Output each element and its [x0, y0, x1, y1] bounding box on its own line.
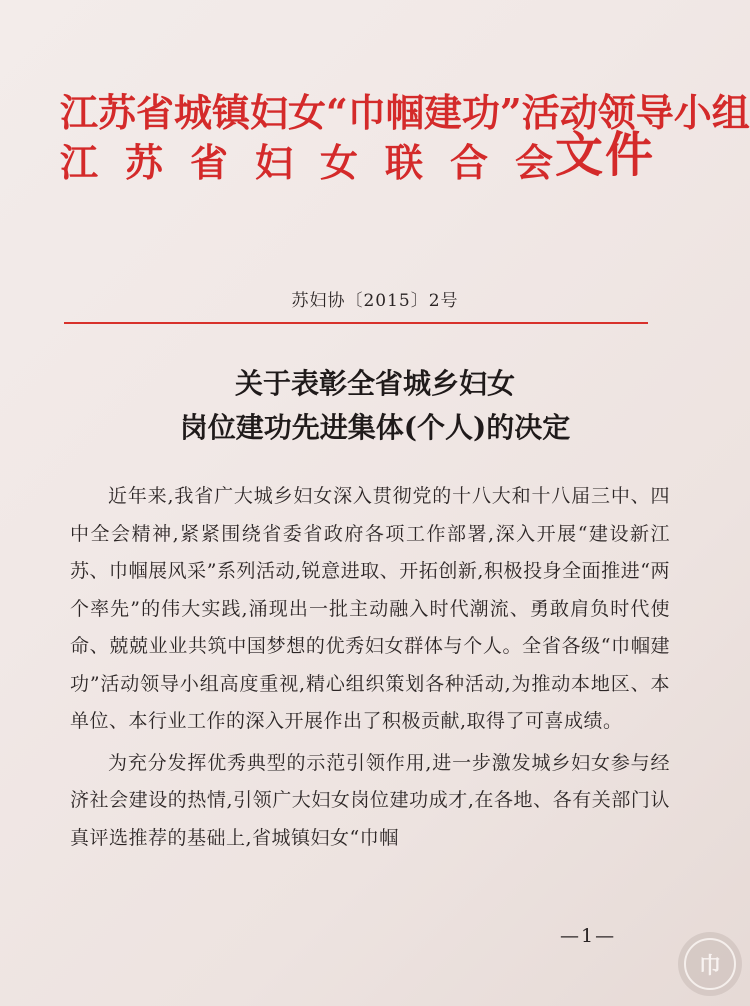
body-paragraph-2: 为充分发挥优秀典型的示范引领作用,进一步激发城乡妇女参与经济社会建设的热情,引领广大妇女岗位建功成才,在各地、各有关部门认真评选推荐的基础上,省城镇妇女“巾帼: [70, 751, 670, 849]
document-title: [0, 362, 750, 450]
issuer-line-1: 江苏省城镇妇女“巾帼建功”活动领导小组: [60, 90, 750, 135]
issuer-line-2: 江苏省妇女联合会: [60, 140, 581, 185]
document-body: [70, 478, 670, 861]
watermark-glyph: 巾: [684, 938, 736, 990]
doc-number: 苏妇协〔2015〕2号: [291, 291, 459, 311]
page-number: —1—: [560, 925, 617, 947]
title-line-2: 岗位建功先进集体(个人)的决定: [179, 411, 571, 444]
watermark-logo-icon: [678, 932, 742, 996]
title-line-1: 关于表彰全省城乡妇女: [234, 367, 515, 400]
body-paragraph-1: 近年来,我省广大城乡妇女深入贯彻党的十八大和十八届三中、四中全会精神,紧紧围绕省委省政府各项工作部署,深入开展“建设新江苏、巾帼展风采”系列活动,锐意进取、开拓创新,积极投身全面推进“两个率先”的伟大实践,涌现出一批主动融入时代潮流、勇敢肩负时代使命、兢兢业业共筑中国梦想的优秀妇女群体与个人。全省各级“巾帼建功”活动领导小组高度重视,精心组织策划各种活动,为推动本地区、本单位、本行业工作的深入开展作出了积极贡献,取得了可喜成绩。: [70, 485, 670, 732]
red-divider: [64, 322, 648, 324]
document-mark: 文件: [555, 127, 656, 183]
